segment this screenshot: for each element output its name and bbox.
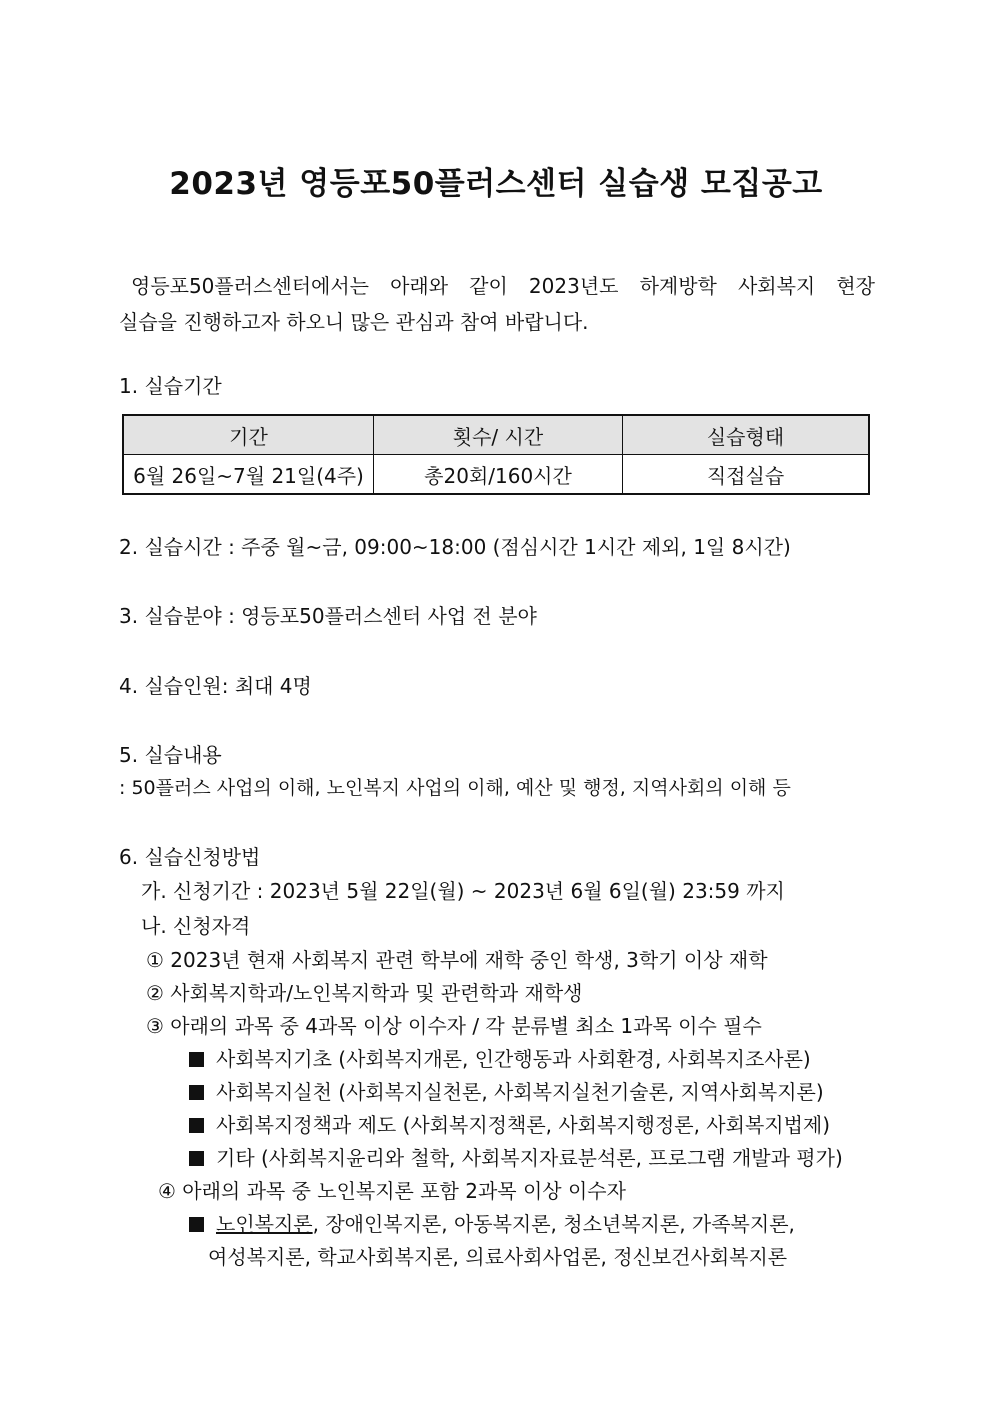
- intro-paragraph: [119, 268, 875, 340]
- table-cell: 6월 26일~7월 21일(4주): [123, 455, 374, 495]
- list-item: 사회복지기초 (사회복지개론, 인간행동과 사회환경, 사회복지조사론): [189, 1044, 811, 1074]
- section-5-detail: : 50플러스 사업의 이해, 노인복지 사업의 이해, 예산 및 행정, 지역사회의 이해 등: [119, 777, 791, 799]
- table-cell: 직접실습: [623, 455, 870, 495]
- list-item: 기타 (사회복지윤리와 철학, 사회복지자료분석론, 프로그램 개발과 평가): [189, 1143, 843, 1173]
- list-item: 사회복지정책과 제도 (사회복지정책론, 사회복지행정론, 사회복지법제): [189, 1110, 830, 1140]
- square-bullet-icon: [189, 1085, 204, 1100]
- section-6-heading: 6. 실습신청방법: [119, 845, 261, 869]
- qualification-2: ② 사회복지학과/노인복지학과 및 관련학과 재학생: [146, 981, 583, 1005]
- qualification-3: ③ 아래의 과목 중 4과목 이상 이수자 / 각 분류별 최소 1과목 이수 필수: [146, 1014, 762, 1038]
- square-bullet-icon: [189, 1151, 204, 1166]
- apply-period: 가. 신청기간 : 2023년 5월 22일(월) ~ 2023년 6월 6일(월) 23:59 까지: [141, 879, 785, 903]
- intro-line-2: 실습을 진행하고자 하오니 많은 관심과 참여 바랍니다.: [119, 310, 589, 334]
- table-header-cell: 기간: [123, 415, 374, 455]
- list-item: 사회복지실천 (사회복지실천론, 사회복지실천기술론, 지역사회복지론): [189, 1077, 824, 1107]
- square-bullet-icon: [189, 1217, 204, 1232]
- qualification-4: ④ 아래의 과목 중 노인복지론 포함 2과목 이상 이수자: [158, 1179, 626, 1203]
- table-header-row: [123, 415, 869, 455]
- list-item: 노인복지론, 장애인복지론, 아동복지론, 청소년복지론, 가족복지론,: [189, 1209, 795, 1239]
- section-2: 2. 실습시간 : 주중 월~금, 09:00~18:00 (점심시간 1시간 제외, 1일 8시간): [119, 535, 791, 559]
- qualification-1: ① 2023년 현재 사회복지 관련 학부에 재학 중인 학생, 3학기 이상 재학: [146, 948, 768, 972]
- section-5-heading: 5. 실습내용: [119, 743, 222, 767]
- section-1-heading: 1. 실습기간: [119, 374, 222, 398]
- apply-qualification-heading: 나. 신청자격: [141, 914, 251, 938]
- highlighted-subject: 노인복지론: [216, 1212, 313, 1236]
- section-4: 4. 실습인원: 최대 4명: [119, 674, 312, 698]
- page-title: 2023년 영등포50플러스센터 실습생 모집공고: [169, 166, 823, 202]
- table-cell: 총20회/160시간: [374, 455, 623, 495]
- square-bullet-icon: [189, 1052, 204, 1067]
- period-table: [122, 414, 870, 495]
- square-bullet-icon: [189, 1118, 204, 1133]
- table-row: [123, 455, 869, 495]
- section-3: 3. 실습분야 : 영등포50플러스센터 사업 전 분야: [119, 604, 537, 628]
- list-item-continued: 여성복지론, 학교사회복지론, 의료사회사업론, 정신보건사회복지론: [208, 1245, 788, 1269]
- intro-line-1: 영등포50플러스센터에서는 아래와 같이 2023년도 하계방학 사회복지 현장: [131, 274, 875, 298]
- table-header-cell: 실습형태: [623, 415, 870, 455]
- table-header-cell: 횟수/ 시간: [374, 415, 623, 455]
